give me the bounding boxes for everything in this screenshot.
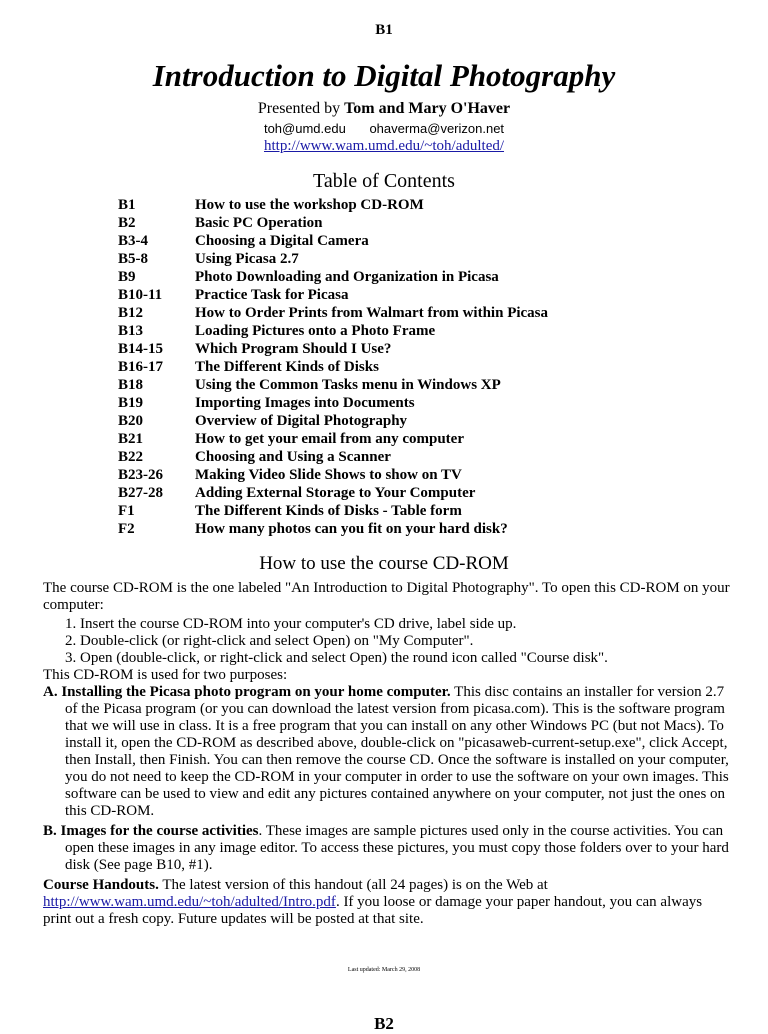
toc-entry-title: How to get your email from any computer <box>195 431 464 447</box>
website-line <box>0 138 768 155</box>
toc-entry-title: Overview of Digital Photography <box>195 413 408 429</box>
toc-page-code: B23-26 <box>118 467 163 483</box>
step-3: 3. Open (double-click, or right-click and select Open) the round icon called "Course disk". <box>65 650 608 666</box>
toc-row <box>118 430 678 448</box>
toc-page-code: B19 <box>118 395 144 411</box>
body-text <box>43 580 733 928</box>
item-b <box>43 823 733 874</box>
toc-entry-title: How many photos can you fit on your hard disk? <box>195 521 508 537</box>
item-a <box>43 684 733 820</box>
toc-page-code: F1 <box>118 503 135 519</box>
toc-entry-title: Importing Images into Documents <box>195 395 415 411</box>
toc-row <box>118 250 678 268</box>
toc-entry-title: Which Program Should I Use? <box>195 341 392 357</box>
purposes-line: This CD-ROM is used for two purposes: <box>43 667 288 683</box>
toc-entry-title: Adding External Storage to Your Computer <box>195 485 476 501</box>
toc-page-code: B20 <box>118 413 144 429</box>
table-of-contents <box>118 196 678 538</box>
toc-entry-title: Loading Pictures onto a Photo Frame <box>195 323 436 339</box>
toc-page-code: B1 <box>118 197 136 213</box>
toc-page-code: B2 <box>118 215 136 231</box>
toc-entry-title: The Different Kinds of Disks <box>195 359 379 375</box>
step-1: 1. Insert the course CD-ROM into your computer's CD drive, label side up. <box>65 616 517 632</box>
toc-entry-title: Choosing a Digital Camera <box>195 233 369 249</box>
handouts-text-1: The latest version of this handout (all 24 pages) is on the Web at <box>162 877 548 893</box>
toc-row <box>118 394 678 412</box>
toc-entry-title: Using Picasa 2.7 <box>195 251 299 267</box>
toc-page-code: B16-17 <box>118 359 163 375</box>
toc-page-code: B14-15 <box>118 341 163 357</box>
toc-entry-title: Photo Downloading and Organization in Picasa <box>195 269 499 285</box>
toc-entry-title: How to Order Prints from Walmart from within Picasa <box>195 305 549 321</box>
toc-row <box>118 268 678 286</box>
toc-page-code: B5-8 <box>118 251 148 267</box>
toc-row <box>118 520 678 538</box>
toc-entry-title: Making Video Slide Shows to show on TV <box>195 467 462 483</box>
step-2: 2. Double-click (or right-click and select Open) on "My Computer". <box>65 633 474 649</box>
handouts-link[interactable]: http://www.wam.umd.edu/~toh/adulted/Intro.pdf <box>43 894 336 910</box>
toc-row <box>118 232 678 250</box>
item-a-text: This disc contains an installer for version 2.7 of the Picasa program (or you can download the latest version from picasa.com). This is the software program that we will use in class. It is a free program that you can install on any other Windows PC (but not Macs). To install it, open the CD-ROM as described above, double-click on "picasaweb-current-setup.exe", click Accept, then Install, then Finish. You can then remove the course CD. Once the software is installed on your computer, you do not need to keep the CD-ROM in your computer in order to use the software on your own images. This software can be used to view and edit any pictures contained anywhere on your computer, not just the ones on this CD-ROM. <box>65 684 729 819</box>
toc-row <box>118 286 678 304</box>
toc-page-code: B27-28 <box>118 485 163 501</box>
toc-entry-title: The Different Kinds of Disks - Table form <box>195 503 462 519</box>
toc-row <box>118 376 678 394</box>
handouts-label: Course Handouts. <box>43 877 159 893</box>
handouts-paragraph <box>43 877 733 928</box>
toc-entry-title: How to use the workshop CD-ROM <box>195 197 424 213</box>
presenters-names: Tom and Mary O'Haver <box>344 100 511 117</box>
item-a-label: A. Installing the Picasa photo program on your home computer. <box>43 684 451 700</box>
toc-row <box>118 322 678 340</box>
toc-row <box>118 214 678 232</box>
item-b-text: . These images are sample pictures used only in the course activities. You can open these images in any image editor. To access these pictures, you must copy those folders over to your hard disk (See page B10, #1). <box>65 823 729 873</box>
toc-row <box>118 304 678 322</box>
toc-entry-title: Practice Task for Picasa <box>195 287 349 303</box>
toc-row <box>118 358 678 376</box>
intro-paragraph: The course CD-ROM is the one labeled "An Introduction to Digital Photography". To open this CD-ROM on your computer: <box>43 580 730 613</box>
toc-row <box>118 448 678 466</box>
toc-entry-title: Using the Common Tasks menu in Windows XP <box>195 377 501 393</box>
section-heading: How to use the course CD-ROM <box>259 553 509 574</box>
steps-list <box>43 616 733 667</box>
presented-prefix: Presented by <box>257 100 341 117</box>
toc-title: Table of Contents <box>313 170 455 192</box>
handouts-text-2: . If you loose or damage your paper handout, you can always print out a fresh copy. Future updates will be posted at that site. <box>43 894 703 927</box>
next-page-label: B2 <box>374 1014 394 1033</box>
toc-entry-title: Basic PC Operation <box>195 215 323 231</box>
toc-row <box>118 412 678 430</box>
toc-page-code: B13 <box>118 323 144 339</box>
toc-row <box>118 196 678 214</box>
email-line <box>0 121 768 136</box>
page-number: B1 <box>375 22 393 38</box>
email-1[interactable]: toh@umd.edu <box>263 121 346 136</box>
toc-page-code: B12 <box>118 305 144 321</box>
toc-row <box>118 466 678 484</box>
toc-row <box>118 502 678 520</box>
toc-page-code: B10-11 <box>118 287 163 303</box>
website-link[interactable]: http://www.wam.umd.edu/~toh/adulted/ <box>263 138 505 154</box>
toc-page-code: B9 <box>118 269 136 285</box>
toc-page-code: B3-4 <box>118 233 148 249</box>
toc-row <box>118 340 678 358</box>
toc-page-code: B22 <box>118 449 144 465</box>
toc-page-code: B18 <box>118 377 144 393</box>
last-updated: Last updated: March 29, 2008 <box>347 967 421 973</box>
item-b-label: B. Images for the course activities <box>43 823 259 839</box>
email-2[interactable]: ohaverma@verizon.net <box>369 121 505 136</box>
toc-page-code: B21 <box>118 431 144 447</box>
toc-page-code: F2 <box>118 521 135 537</box>
toc-entry-title: Choosing and Using a Scanner <box>195 449 391 465</box>
toc-row <box>118 484 678 502</box>
page-title: Introduction to Digital Photography <box>152 58 616 93</box>
presenters-line <box>0 100 768 118</box>
